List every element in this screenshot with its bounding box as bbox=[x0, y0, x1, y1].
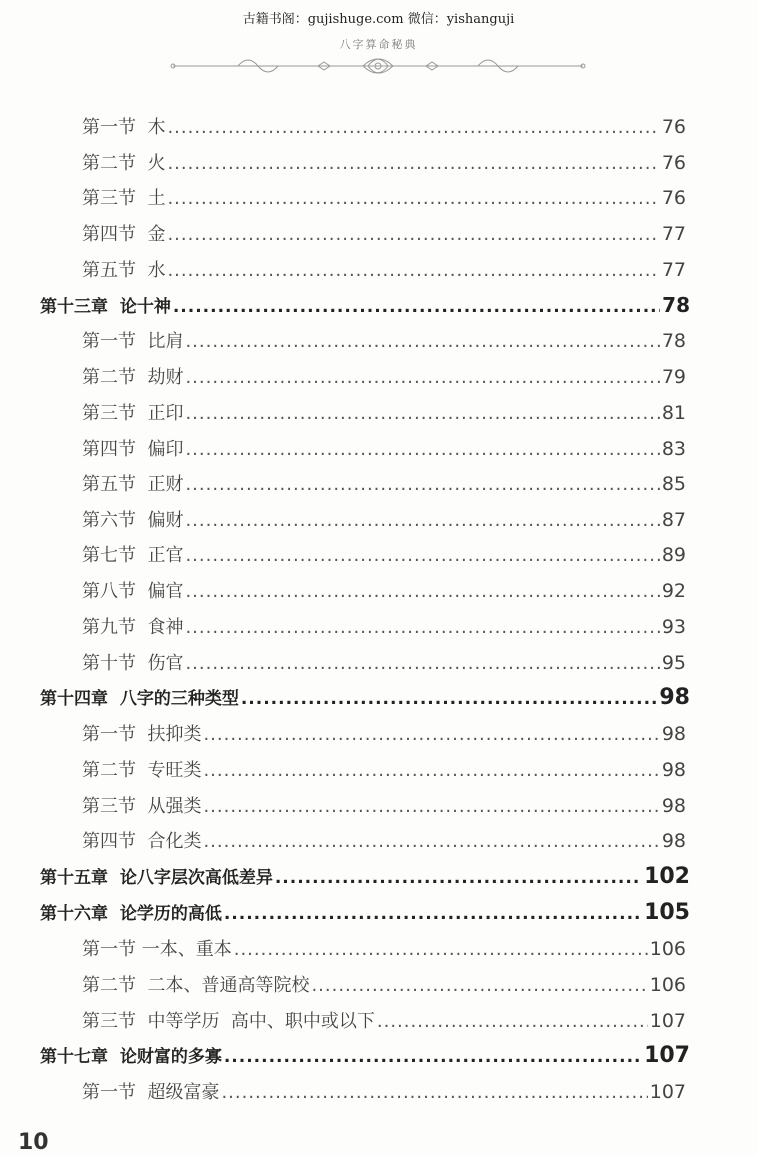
toc-entry-page: 98 bbox=[661, 795, 686, 817]
toc-entry bbox=[82, 648, 686, 678]
toc-entry bbox=[82, 505, 686, 535]
toc-entry bbox=[82, 255, 686, 285]
leader-dots bbox=[203, 720, 659, 750]
toc-entry-label: 第九节 食神 bbox=[82, 617, 184, 638]
toc-chapter-label: 第十七章 论财富的多寡 bbox=[40, 1047, 222, 1067]
toc-entry bbox=[82, 791, 686, 821]
toc-entry bbox=[82, 112, 686, 142]
toc-entry-label: 第三节 中等学历 高中、职中或以下 bbox=[82, 1011, 375, 1032]
toc-chapter-label: 第十五章 论八字层次高低差异 bbox=[40, 868, 273, 888]
leader-dots bbox=[241, 684, 658, 714]
toc-entry-page: 81 bbox=[661, 402, 686, 424]
leader-dots bbox=[224, 1042, 642, 1072]
leader-dots bbox=[185, 506, 659, 536]
toc-entry bbox=[82, 970, 686, 1000]
leader-dots bbox=[185, 541, 659, 571]
toc-entry-label: 第一节 一本、重本 bbox=[82, 939, 232, 960]
header-ornament-icon bbox=[168, 50, 588, 80]
leader-dots bbox=[377, 1007, 648, 1037]
leader-dots bbox=[224, 899, 642, 929]
leader-dots bbox=[167, 113, 659, 143]
toc-entry bbox=[82, 183, 686, 213]
toc-entry-label: 第七节 正官 bbox=[82, 545, 184, 566]
toc-entry-page: 76 bbox=[661, 152, 686, 174]
toc-entry-label: 第三节 土 bbox=[82, 188, 166, 209]
toc-entry bbox=[82, 540, 686, 570]
toc-chapter bbox=[40, 1041, 690, 1071]
leader-dots bbox=[234, 935, 648, 965]
toc-chapter-label: 第十六章 论学历的高低 bbox=[40, 904, 222, 924]
toc-entry bbox=[82, 362, 686, 392]
toc-chapter-page: 102 bbox=[644, 864, 690, 889]
toc-entry bbox=[82, 755, 686, 785]
toc-entry-page: 87 bbox=[661, 509, 686, 531]
toc-entry-page: 79 bbox=[661, 366, 686, 388]
leader-dots bbox=[185, 399, 659, 429]
toc-chapter-label: 第十三章 论十神 bbox=[40, 297, 171, 317]
toc-entry-page: 107 bbox=[649, 1010, 686, 1032]
toc-chapter bbox=[40, 683, 690, 713]
leader-dots bbox=[185, 577, 659, 607]
toc-chapter-page: 78 bbox=[662, 293, 690, 317]
toc-entry-page: 98 bbox=[661, 759, 686, 781]
toc-chapter bbox=[40, 290, 690, 320]
leader-dots bbox=[203, 792, 659, 822]
leader-dots bbox=[173, 292, 660, 322]
toc-entry-label: 第三节 从强类 bbox=[82, 796, 202, 817]
toc-entry-page: 106 bbox=[649, 974, 686, 996]
leader-dots bbox=[203, 827, 659, 857]
leader-dots bbox=[185, 649, 659, 679]
toc-entry-label: 第三节 正印 bbox=[82, 403, 184, 424]
toc-chapter-page: 105 bbox=[644, 900, 690, 925]
toc-chapter bbox=[40, 862, 690, 892]
toc-entry-label: 第六节 偏财 bbox=[82, 510, 184, 531]
leader-dots bbox=[185, 470, 659, 500]
toc-entry-page: 77 bbox=[661, 259, 686, 281]
toc-entry-page: 83 bbox=[661, 438, 686, 460]
leader-dots bbox=[167, 184, 659, 214]
leader-dots bbox=[185, 327, 659, 357]
toc-entry-label: 第一节 扶抑类 bbox=[82, 724, 202, 745]
toc-chapter-label: 第十四章 八字的三种类型 bbox=[40, 689, 239, 709]
leader-dots bbox=[221, 1078, 647, 1108]
toc-entry-label: 第四节 合化类 bbox=[82, 831, 202, 852]
leader-dots bbox=[167, 220, 659, 250]
toc-entry-label: 第五节 水 bbox=[82, 260, 166, 281]
toc-entry-label: 第一节 木 bbox=[82, 117, 166, 138]
leader-dots bbox=[203, 756, 659, 786]
toc-entry bbox=[82, 219, 686, 249]
toc-entry-label: 第一节 超级富豪 bbox=[82, 1082, 220, 1103]
toc-entry-page: 93 bbox=[661, 616, 686, 638]
leader-dots bbox=[167, 149, 659, 179]
toc-entry-page: 107 bbox=[649, 1081, 686, 1103]
toc-entry bbox=[82, 576, 686, 606]
toc-entry bbox=[82, 434, 686, 464]
toc-entry-label: 第一节 比肩 bbox=[82, 331, 184, 352]
toc-entry-page: 98 bbox=[661, 723, 686, 745]
leader-dots bbox=[185, 435, 659, 465]
toc-entry bbox=[82, 326, 686, 356]
toc-entry bbox=[82, 398, 686, 428]
toc-entry-page: 95 bbox=[661, 652, 686, 674]
toc-entry-label: 第八节 偏官 bbox=[82, 581, 184, 602]
leader-dots bbox=[275, 863, 642, 893]
running-header-title: 八字算命秘典 bbox=[339, 38, 418, 51]
toc-chapter bbox=[40, 898, 690, 928]
toc-entry bbox=[82, 826, 686, 856]
toc-entry-page: 106 bbox=[649, 938, 686, 960]
toc-entry-label: 第五节 正财 bbox=[82, 474, 184, 495]
toc-entry-page: 89 bbox=[661, 544, 686, 566]
toc-entry-label: 第十节 伤官 bbox=[82, 653, 184, 674]
toc-entry-label: 第二节 劫财 bbox=[82, 367, 184, 388]
toc-entry-page: 77 bbox=[661, 223, 686, 245]
toc-chapter-page: 107 bbox=[644, 1043, 690, 1068]
toc-entry-page: 98 bbox=[661, 830, 686, 852]
toc-entry bbox=[82, 469, 686, 499]
toc-entry-label: 第四节 偏印 bbox=[82, 439, 184, 460]
page-number: 10 bbox=[18, 1130, 49, 1155]
toc-entry-page: 85 bbox=[661, 473, 686, 495]
toc-entry-page: 76 bbox=[661, 116, 686, 138]
toc-entry bbox=[82, 148, 686, 178]
toc-entry bbox=[82, 612, 686, 642]
leader-dots bbox=[167, 256, 659, 286]
toc-entry-label: 第二节 专旺类 bbox=[82, 760, 202, 781]
toc-entry-page: 76 bbox=[661, 187, 686, 209]
toc-chapter-page: 98 bbox=[659, 685, 690, 710]
watermark-text: 古籍书阁：gujishuge.com 微信：yishanguji bbox=[242, 12, 515, 27]
toc-entry-page: 78 bbox=[661, 330, 686, 352]
toc-entry bbox=[82, 1006, 686, 1036]
leader-dots bbox=[185, 613, 659, 643]
toc-entry bbox=[82, 1077, 686, 1107]
toc-entry-label: 第二节 二本、普通高等院校 bbox=[82, 975, 310, 996]
toc-entry-page: 92 bbox=[661, 580, 686, 602]
leader-dots bbox=[185, 363, 659, 393]
toc-entry bbox=[82, 934, 686, 964]
toc-entry bbox=[82, 719, 686, 749]
leader-dots bbox=[311, 971, 647, 1001]
toc-entry-label: 第二节 火 bbox=[82, 153, 166, 174]
toc-entry-label: 第四节 金 bbox=[82, 224, 166, 245]
